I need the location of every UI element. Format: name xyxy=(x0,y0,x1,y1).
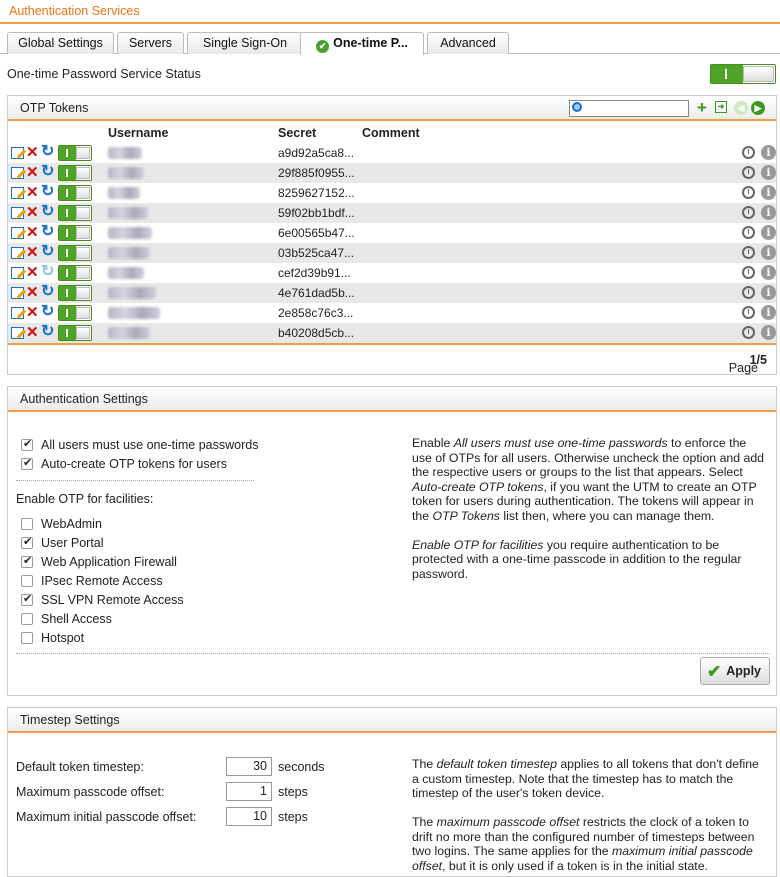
check-circle-icon: ✔ xyxy=(316,40,329,53)
authentication-settings-title: Authentication Settings xyxy=(20,392,148,406)
username-redacted xyxy=(108,287,156,299)
info-icon[interactable]: i xyxy=(761,265,776,280)
checkmark-icon: ✔ xyxy=(707,662,722,681)
token-toggle[interactable] xyxy=(58,145,92,161)
delete-icon[interactable]: ✕ xyxy=(26,184,39,201)
token-secret: cef2d39b91... xyxy=(278,266,351,280)
otp-tokens-panel xyxy=(7,95,777,375)
tab-one-time-password-label: One-time P... xyxy=(333,36,408,50)
token-toggle[interactable] xyxy=(58,325,92,341)
window-title: Authentication Services xyxy=(9,4,140,18)
edit-icon[interactable] xyxy=(11,327,24,339)
info-icon[interactable]: i xyxy=(761,285,776,300)
service-status-label: One-time Password Service Status xyxy=(7,67,201,81)
refresh-icon[interactable]: ↻ xyxy=(41,283,55,300)
tab-bar xyxy=(7,32,780,54)
facility-label: WebAdmin xyxy=(41,517,102,531)
token-toggle[interactable] xyxy=(58,205,92,221)
table-row xyxy=(8,303,776,323)
token-secret: 8259627152... xyxy=(278,186,355,200)
token-toggle[interactable] xyxy=(58,165,92,181)
token-toggle[interactable] xyxy=(58,305,92,321)
token-secret: 03b525ca47... xyxy=(278,246,355,260)
facility-label: Shell Access xyxy=(41,612,112,626)
delete-icon[interactable]: ✕ xyxy=(26,204,39,221)
facility-checkbox[interactable] xyxy=(21,518,33,530)
next-page-icon[interactable]: ▶ xyxy=(751,101,765,115)
token-secret: 29f885f0955... xyxy=(278,166,355,180)
username-redacted xyxy=(108,327,150,339)
all-users-label: All users must use one-time passwords xyxy=(41,438,259,452)
info-icon[interactable]: i xyxy=(761,145,776,160)
all-users-checkbox[interactable] xyxy=(21,439,33,451)
token-toggle[interactable] xyxy=(58,225,92,241)
username-redacted xyxy=(108,207,148,219)
refresh-icon[interactable]: ↻ xyxy=(41,223,55,240)
facility-checkbox[interactable] xyxy=(21,632,33,644)
edit-icon[interactable] xyxy=(11,207,24,219)
username-redacted xyxy=(108,147,142,159)
auto-create-checkbox[interactable] xyxy=(21,458,33,470)
delete-icon[interactable]: ✕ xyxy=(26,284,39,301)
delete-icon[interactable]: ✕ xyxy=(26,144,39,161)
timer-icon[interactable] xyxy=(742,326,755,339)
pager xyxy=(8,343,776,373)
username-redacted xyxy=(108,227,152,239)
column-username[interactable]: Username xyxy=(108,126,169,140)
timer-icon[interactable] xyxy=(742,226,755,239)
delete-icon[interactable]: ✕ xyxy=(26,304,39,321)
refresh-icon[interactable]: ↻ xyxy=(41,143,55,160)
tab-single-sign-on[interactable]: Single Sign-On xyxy=(187,32,303,54)
facility-label: IPsec Remote Access xyxy=(41,574,163,588)
token-secret: 59f02bb1bdf... xyxy=(278,206,355,220)
tab-one-time-password[interactable] xyxy=(300,32,424,55)
timer-icon[interactable] xyxy=(742,286,755,299)
facility-checkbox[interactable] xyxy=(21,556,33,568)
previous-page-icon[interactable]: ◀ xyxy=(734,101,748,115)
column-comment[interactable]: Comment xyxy=(362,126,420,140)
max-initial-offset-input[interactable]: 10 xyxy=(226,807,272,826)
table-row xyxy=(8,243,776,263)
facility-checkbox[interactable] xyxy=(21,537,33,549)
tab-advanced[interactable]: Advanced xyxy=(427,32,509,54)
token-secret: 4e761dad5b... xyxy=(278,286,355,300)
otp-tokens-title: OTP Tokens xyxy=(20,101,89,115)
table-row xyxy=(8,323,776,343)
info-icon[interactable]: i xyxy=(761,165,776,180)
authentication-settings-header xyxy=(8,387,776,412)
timer-icon[interactable] xyxy=(742,166,755,179)
facilities-heading: Enable OTP for facilities: xyxy=(16,492,154,506)
table-row xyxy=(8,203,776,223)
edit-icon[interactable] xyxy=(11,167,24,179)
edit-icon[interactable] xyxy=(11,227,24,239)
refresh-icon[interactable]: ↻ xyxy=(41,323,55,340)
facility-label: Hotspot xyxy=(41,631,85,645)
timer-icon[interactable] xyxy=(742,186,755,199)
refresh-icon[interactable]: ↻ xyxy=(41,263,55,280)
table-row xyxy=(8,283,776,303)
default-timestep-unit: seconds xyxy=(278,760,325,774)
tab-servers[interactable]: Servers xyxy=(117,32,184,54)
username-redacted xyxy=(108,167,144,179)
edit-icon[interactable] xyxy=(11,187,24,199)
delete-icon[interactable]: ✕ xyxy=(26,324,39,341)
column-secret[interactable]: Secret xyxy=(278,126,317,140)
auto-create-label: Auto-create OTP tokens for users xyxy=(41,457,227,471)
token-list xyxy=(8,143,776,343)
facility-label: User Portal xyxy=(41,536,104,550)
apply-button[interactable] xyxy=(700,657,770,685)
max-offset-label: Maximum passcode offset: xyxy=(16,785,165,799)
token-secret: 6e00565b47... xyxy=(278,226,355,240)
timer-icon[interactable] xyxy=(742,266,755,279)
refresh-icon[interactable]: ↻ xyxy=(41,303,55,320)
username-redacted xyxy=(108,267,144,279)
timer-icon[interactable] xyxy=(742,206,755,219)
facility-checkbox[interactable] xyxy=(21,613,33,625)
token-secret: b40208d5cb... xyxy=(278,326,355,340)
edit-icon[interactable] xyxy=(11,287,24,299)
timer-icon[interactable] xyxy=(742,246,755,259)
username-redacted xyxy=(108,247,150,259)
username-redacted xyxy=(108,187,140,199)
max-offset-input[interactable]: 1 xyxy=(226,782,272,801)
token-toggle[interactable] xyxy=(58,185,92,201)
token-secret: 2e858c76c3... xyxy=(278,306,354,320)
timestep-settings-panel xyxy=(7,707,777,877)
refresh-icon[interactable]: ↻ xyxy=(41,203,55,220)
table-row xyxy=(8,263,776,283)
apply-label: Apply xyxy=(726,664,761,678)
edit-icon[interactable] xyxy=(11,247,24,259)
info-icon[interactable]: i xyxy=(761,225,776,240)
edit-icon[interactable] xyxy=(11,147,24,159)
info-icon[interactable]: i xyxy=(761,245,776,260)
add-icon[interactable]: + xyxy=(697,98,707,117)
tab-global-settings[interactable]: Global Settings xyxy=(7,32,114,54)
info-icon[interactable]: i xyxy=(761,205,776,220)
delete-icon[interactable]: ✕ xyxy=(26,264,39,281)
page-prefix: Page xyxy=(728,361,758,375)
default-timestep-input[interactable]: 30 xyxy=(226,757,272,776)
info-icon[interactable]: i xyxy=(761,325,776,340)
authentication-settings-panel xyxy=(7,386,777,696)
service-status-toggle[interactable] xyxy=(710,64,776,84)
username-redacted xyxy=(108,307,160,319)
divider xyxy=(16,653,770,654)
edit-icon[interactable] xyxy=(11,267,24,279)
default-timestep-label: Default token timestep: xyxy=(16,760,144,774)
otp-tokens-header xyxy=(8,96,776,121)
search-icon xyxy=(572,102,582,112)
token-toggle[interactable] xyxy=(58,265,92,281)
facility-checkbox[interactable] xyxy=(21,594,33,606)
authentication-help-text: Enable All users must use one-time passwords to enforce the use of OTPs for all users. Otherwise uncheck the option and add the respective users or groups to the list that appears. Select Auto-create OTP tokens, if you want the UTM to create an OTP token for users during authentication. The tokens will appear in the OTP Tokens list then, where you can manage them. Enable OTP for facilities you require authentication to be protected with a one-time passcode in addition to the regular password. xyxy=(412,436,765,581)
timer-icon[interactable] xyxy=(742,306,755,319)
table-row xyxy=(8,143,776,163)
max-offset-unit: steps xyxy=(278,785,308,799)
delete-icon[interactable]: ✕ xyxy=(26,164,39,181)
timer-icon[interactable] xyxy=(742,146,755,159)
import-icon[interactable]: ➜ xyxy=(715,101,727,113)
page-indicator xyxy=(728,353,767,375)
max-initial-offset-label: Maximum initial passcode offset: xyxy=(16,810,197,824)
delete-icon[interactable]: ✕ xyxy=(26,224,39,241)
title-bar xyxy=(0,0,780,24)
page-value: 1/5 xyxy=(749,353,767,367)
token-toggle[interactable] xyxy=(58,245,92,261)
delete-icon[interactable]: ✕ xyxy=(26,244,39,261)
token-toggle[interactable] xyxy=(58,285,92,301)
search-input[interactable] xyxy=(569,100,689,117)
facility-label: SSL VPN Remote Access xyxy=(41,593,184,607)
max-initial-offset-unit: steps xyxy=(278,810,308,824)
table-row xyxy=(8,183,776,203)
info-icon[interactable]: i xyxy=(761,305,776,320)
table-row xyxy=(8,163,776,183)
edit-icon[interactable] xyxy=(11,307,24,319)
refresh-icon[interactable]: ↻ xyxy=(41,183,55,200)
table-header xyxy=(8,123,776,141)
token-secret: a9d92a5ca8... xyxy=(278,146,355,160)
divider xyxy=(16,480,254,481)
timestep-settings-header xyxy=(8,708,776,733)
info-icon[interactable]: i xyxy=(761,185,776,200)
facility-label: Web Application Firewall xyxy=(41,555,177,569)
refresh-icon[interactable]: ↻ xyxy=(41,243,55,260)
refresh-icon[interactable]: ↻ xyxy=(41,163,55,180)
facility-checkbox[interactable] xyxy=(21,575,33,587)
timestep-settings-title: Timestep Settings xyxy=(20,713,120,727)
timestep-help-text: The default token timestep applies to all tokens that don't define a custom timestep. Note that the timestep has to match the timestep of the user's token device. The maximum passcode offset restricts the clock of a token to drift no more than the configured number of timesteps between two logins. The same applies for the maximum initial passcode offset, but it is only used if a token is in the initial state. xyxy=(412,757,759,873)
table-row xyxy=(8,223,776,243)
